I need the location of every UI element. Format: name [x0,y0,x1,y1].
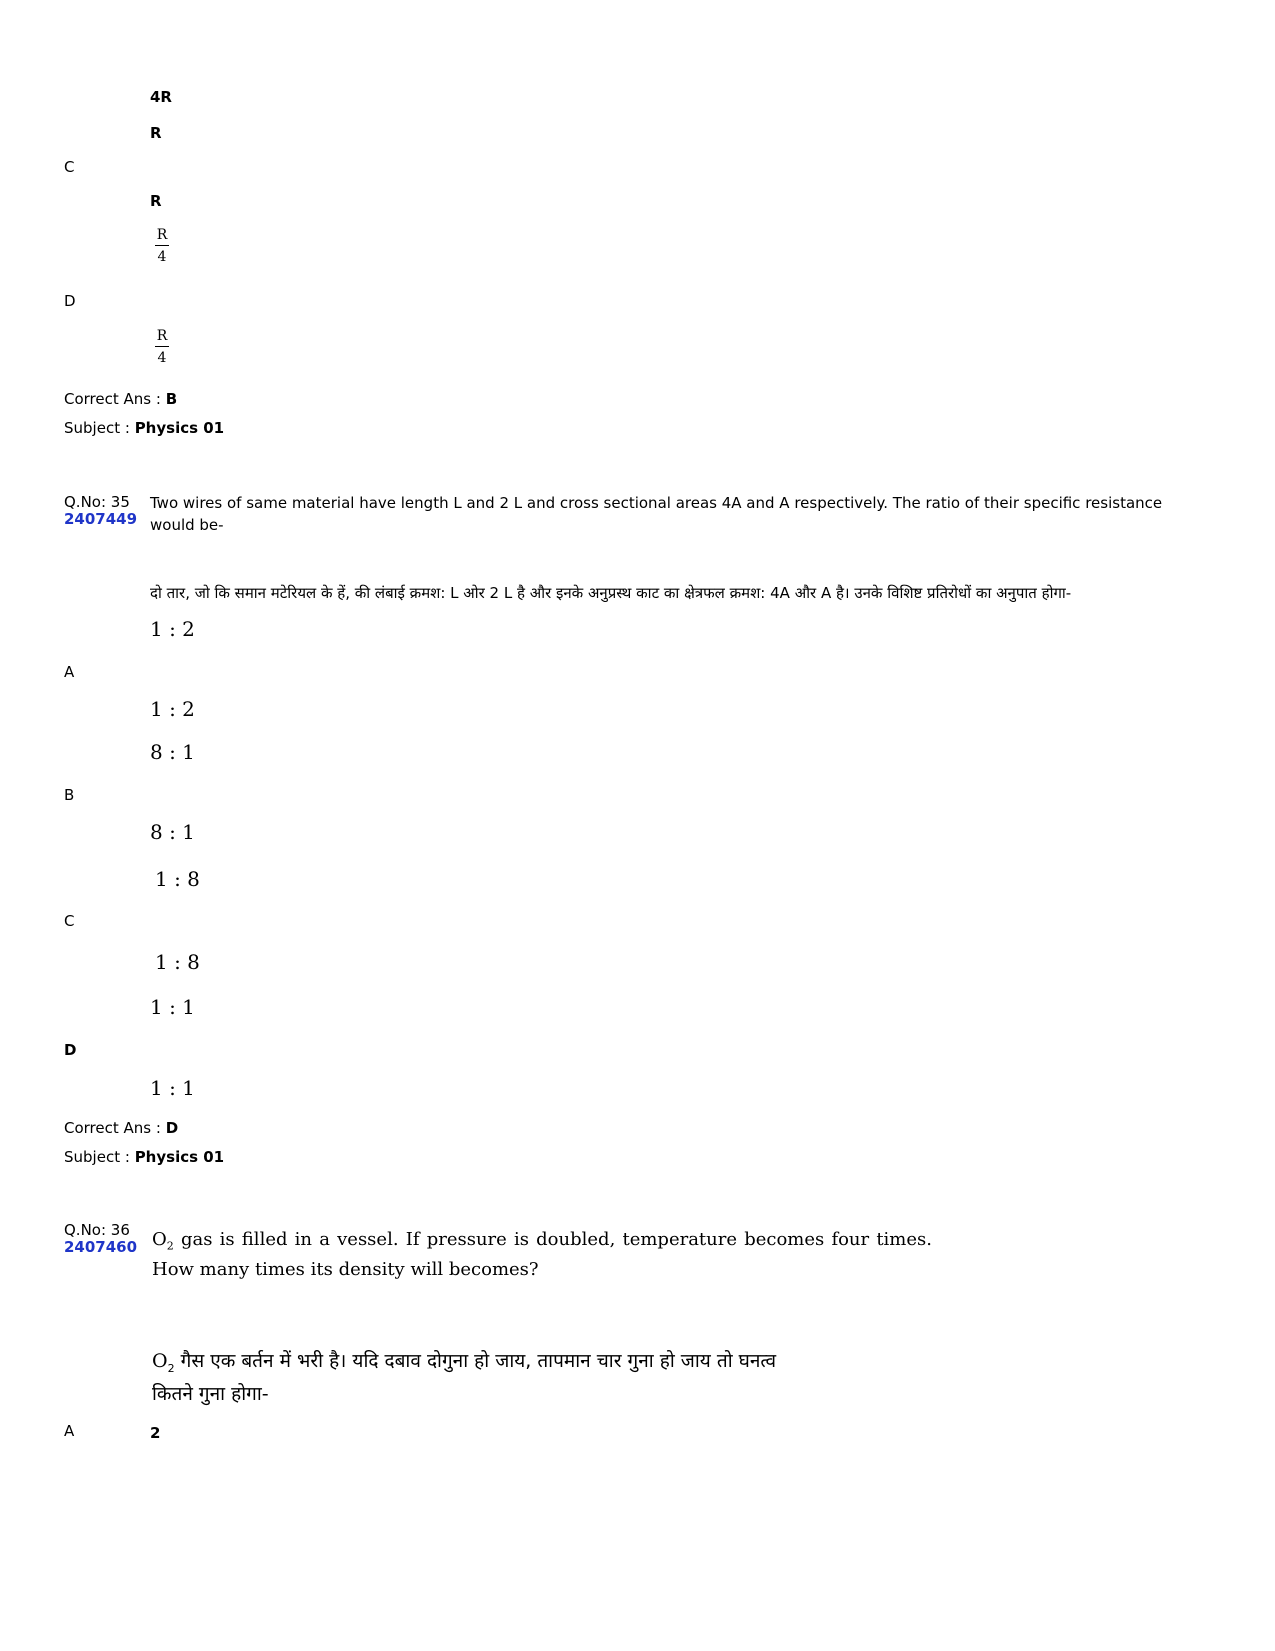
o2-subscript: 2 [167,1361,175,1375]
option-b-text-before: 8 : 1 [150,740,195,764]
option-a-text: 2 [150,1424,161,1442]
question-text-en-rest: gas is filled in a vessel. If pressure is doubled, temperature becomes four times. [173,1229,932,1250]
option-b-text: 4R [150,88,172,106]
option-c-text-after: R [150,192,162,210]
option-d-letter: D [64,292,76,310]
option-c-text-after: 1 : 8 [155,950,200,974]
question-id: 2407460 [64,1238,138,1256]
question-text-hi-rest: गैस एक बर्तन में भरी है। यदि दबाव दोगुना हो जाय, तापमान चार गुना हो जाय तो घनत्व [174,1350,777,1372]
correct-answer [64,1119,178,1137]
question-text-en-line-2: How many times its density will becomes? [152,1259,539,1280]
option-a-text-after: 1 : 2 [150,697,195,721]
question-text-en-line-1 [152,1225,932,1262]
correct-answer [64,390,177,408]
question-id: 2407449 [64,510,138,528]
option-d-text-before: 1 : 1 [150,995,195,1019]
option-c-fraction [155,228,169,264]
option-c-text-before: R [150,124,162,142]
option-a-letter: A [64,1422,75,1440]
o2-symbol: O [152,1229,167,1250]
option-d-text-after: 1 : 1 [150,1076,195,1100]
option-a-letter: A [64,663,75,681]
fraction-numerator: R [155,228,169,246]
question-text-en: Two wires of same material have length L and 2 L and cross sectional areas 4A and A respectively. The ratio of their specific resistance would be- [150,494,1163,534]
subject-value: Physics 01 [134,419,225,437]
question-text-hi: दो तार, जो कि समान मटेरियल के हें, की लंबाई क्रमश: L ओर 2 L है और इनके अनुप्रस्थ काट का क्षेत्रफल क्रमश: 4A और A है। उनके विशिष्ट प्रतिरोधों का अनुपात होगा- [150,584,1072,602]
fraction-numerator: R [155,329,169,347]
option-b-text-after: 8 : 1 [150,820,195,844]
question-number: Q.No: 36 [64,1221,130,1239]
correct-answer-label: Correct Ans : [64,1119,161,1137]
option-d-fraction [155,329,169,365]
o2-symbol: O [152,1350,168,1372]
option-c-letter: C [64,912,75,930]
option-d-letter: D [64,1041,77,1059]
question-text-hi-line-1 [152,1345,932,1385]
option-b-letter: B [64,786,75,804]
o2-subscript: 2 [166,1239,174,1253]
subject [64,1148,224,1166]
question-text-hi-line-2: कितने गुना होगा- [152,1383,269,1405]
fraction-denominator: 4 [157,249,167,265]
correct-answer-value: B [165,390,178,408]
correct-answer-value: D [165,1119,179,1137]
option-c-letter: C [64,158,75,176]
question-number: Q.No: 35 [64,493,130,511]
fraction-denominator: 4 [157,350,167,366]
correct-answer-label: Correct Ans : [64,390,161,408]
subject-label: Subject : [64,419,130,437]
subject-label: Subject : [64,1148,130,1166]
option-c-text-before: 1 : 8 [155,867,200,891]
subject-value: Physics 01 [134,1148,225,1166]
option-a-text-before: 1 : 2 [150,617,195,641]
subject [64,419,224,437]
